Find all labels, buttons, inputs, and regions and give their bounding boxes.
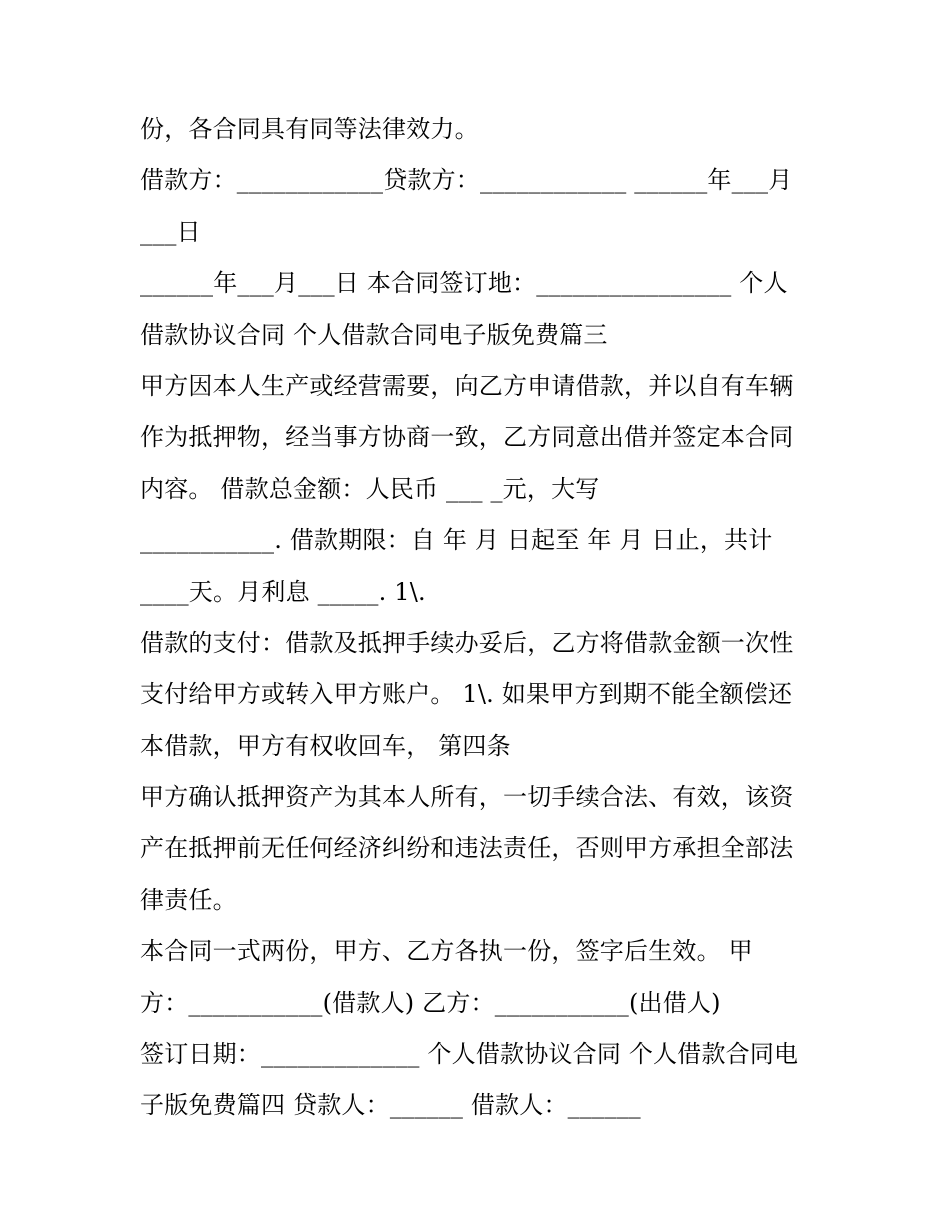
text-line: 借款的支付：借款及抵押手续办妥后，乙方将借款金额一次性 (140, 628, 794, 657)
text-line: 本合同一式两份，甲方、乙方各执一份，签字后生效。 甲 (140, 937, 753, 966)
text-line: 甲方因本人生产或经营需要，向乙方申请借款，并以自有车辆 (140, 371, 794, 400)
document-body (140, 104, 830, 1132)
text-line: 作为抵押物，经当事方协商一致，乙方同意出借并签定本合同 (140, 423, 794, 452)
text-line: 借款协议合同 个人借款合同电子版免费篇三 (140, 320, 608, 349)
text-line: 方：___________(借款人) 乙方：___________(出借人) (140, 988, 721, 1017)
text-line: ______年___月___日 本合同签订地：________________ 个人 (140, 269, 788, 298)
text-line: ___________. 借款期限：自 年 月 日起至 年 月 日止，共计 (140, 526, 773, 555)
text-line: 签订日期：_____________ 个人借款协议合同 个人借款合同电 (140, 1040, 799, 1069)
text-line: 本借款，甲方有权收回车， 第四条 (140, 731, 511, 760)
text-line: 产在抵押前无任何经济纠纷和违法责任，否则甲方承担全部法 (140, 834, 794, 863)
text-line: 内容。 借款总金额：人民币 ___ _元，大写 (140, 474, 600, 503)
text-line: 子版免费篇四 贷款人：______ 借款人：______ (140, 1091, 641, 1120)
text-line: 甲方确认抵押资产为其本人所有，一切手续合法、有效，该资 (140, 783, 794, 812)
text-line: ___日 (140, 217, 201, 246)
text-line: 律责任。 (140, 885, 237, 914)
text-line: 份，各合同具有同等法律效力。 (140, 115, 479, 143)
text-line: 借款方：____________贷款方：____________ ______年___月 (140, 166, 793, 195)
text-line: 支付给甲方或转入甲方账户。 1\. 如果甲方到期不能全额偿还 (140, 680, 793, 709)
text-line: ____天。月利息 _____. 1\. (140, 577, 426, 606)
